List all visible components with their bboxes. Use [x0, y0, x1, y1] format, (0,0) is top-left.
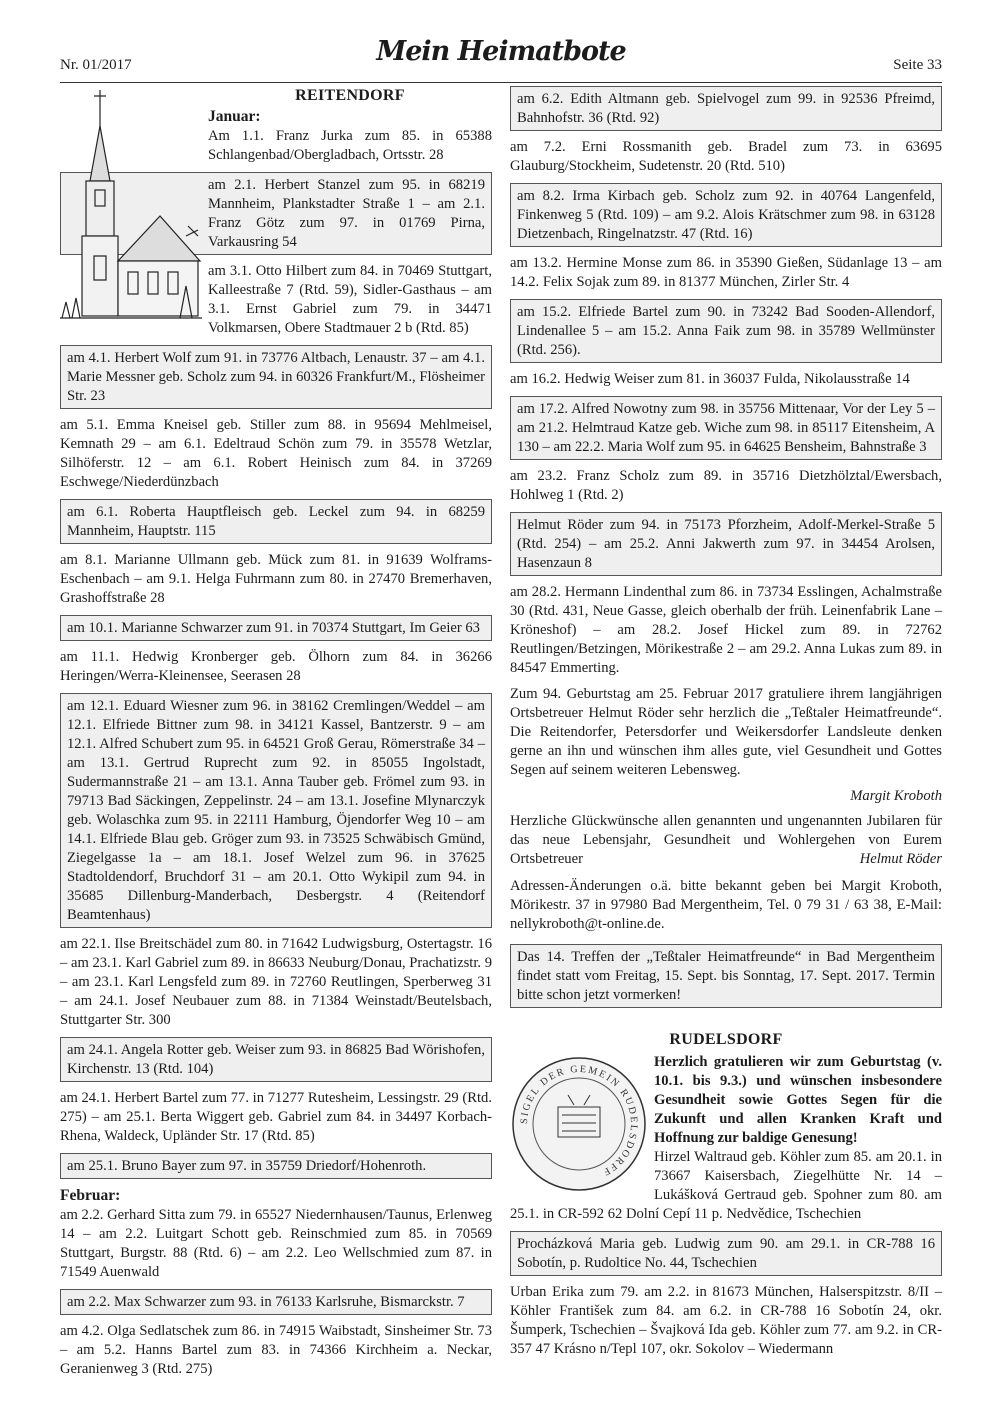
entry: am 2.2. Gerhard Sitta zum 79. in 65527 Niedernhausen/Taunus, Erlenweg 14 – am 2.2. Luitgart Schott geb. Reinschmied zum 85. in 70569 Stuttgart, Burgstr. 88 (Rtd. 6) – am 2.2. Leo Wellschmied zum 87. in 71549 Auenwald — [60, 1207, 492, 1280]
closing-paragraph: Herzliche Glückwünsche allen genannten und ungenannten Jubilaren für das neue Lebensjahr, Gesundheit und Wohlergehen von Eurem Ortsbetreuer — [510, 813, 942, 867]
left-column — [60, 86, 492, 1386]
page-number: Seite 33 — [893, 57, 942, 73]
meeting-notice-box — [510, 944, 942, 1008]
februar-heading: Februar: — [60, 1187, 121, 1204]
entry: am 17.2. Alfred Nowotny zum 98. in 35756 Mittenaar, Vor der Ley 5 – am 21.2. Helmtraud Katze geb. Wiche zum 98. in 85117 Eitensheim, A 130 – am 22.2. Maria Wolf zum 95. in 64625 Bensheim, Bahnstraße 3 — [517, 401, 935, 455]
highlight-box — [60, 1037, 492, 1082]
rudelsdorf-intro — [510, 1053, 942, 1231]
entry: am 24.1. Herbert Bartel zum 77. in 71277 Rutesheim, Lessingstr. 29 (Rtd. 275) – am 25.1. Berta Wiggert geb. Gabriel zum 84. in 34497 Korbach-Rhena, Waldeck, Upländer Str. 17 (Rtd. 85) — [60, 1090, 492, 1144]
tribute-paragraph: Zum 94. Geburtstag am 25. Februar 2017 gratuliere ihrem langjährigen Ortsbetreuer Helmut Röder sehr herzlich die „Teßtaler Heimatfreunde“. Die Reitendorfer, Petersdorfer und Weikersdorfer Landsleute denken gerne an ihn und wünschen ihm alles gute, viel Gesundheit und Gottes Segen auf seinem weiteren Lebensweg. — [510, 686, 942, 778]
highlight-box — [60, 1289, 492, 1315]
municipal-seal-icon — [510, 1055, 648, 1193]
entry: am 11.1. Hedwig Kronberger geb. Ölhorn zum 84. in 36266 Heringen/Werra-Kleinensee, Seerasen 28 — [60, 649, 492, 684]
issue-number: Nr. 01/2017 — [60, 57, 132, 73]
entry: Helmut Röder zum 94. in 75173 Pforzheim, Adolf-Merkel-Straße 5 (Rtd. 254) – am 25.2. Anni Jakwerth zum 97. in 34454 Arolsen, Hasenzaun 8 — [517, 517, 935, 571]
highlight-box — [60, 1153, 492, 1179]
meeting-notice: Das 14. Treffen der „Teßtaler Heimatfreunde“ in Bad Mergentheim findet statt vom Freitag, 15. Sept. bis Sonntag, 17. Sept. 2017. Termin bitte schon jetzt vormerken! — [517, 949, 935, 1003]
entry: am 25.1. Bruno Bayer zum 97. in 35759 Driedorf/Hohenroth. — [67, 1158, 427, 1174]
right-column — [510, 86, 942, 1366]
entry: am 6.1. Roberta Hauptfleisch geb. Leckel zum 94. in 68259 Mannheim, Hauptstr. 115 — [67, 504, 485, 539]
highlight-box — [510, 396, 942, 460]
januar-heading: Januar: — [208, 108, 261, 125]
entry: am 8.1. Marianne Ullmann geb. Mück zum 81. in 91639 Wolframs-Eschenbach – am 9.1. Helga Fuhrmann zum 80. in 27470 Bremerhaven, Grashoffstraße 28 — [60, 552, 492, 606]
highlight-box — [60, 345, 492, 409]
entry: Hirzel Waltraud geb. Köhler zum 85. am 20.1. in 73667 Kaisersbach, Ziegelhütte Nr. 14 – Lukášková Gertraud geb. Spohner zum 80. am 25.1. in CR-592 62 Dolní Cepí 11 p. Nedvědice, Tschechien — [510, 1149, 942, 1222]
church-illustration-icon — [60, 86, 202, 336]
entry: Urban Erika zum 79. am 2.2. in 81673 München, Halserspitzstr. 8/II – Köhler František zum 84. am 6.2. in CR-788 16 Sobotín 24, okr. Šumperk, Tschechien – Švajková Ida geb. Köhler zum 77. am 9.2. in CR-357 47 Krásno n/Tepl 107, okr. Sokolov – Wiedermann — [510, 1284, 942, 1357]
entry: am 5.1. Emma Kneisel geb. Stiller zum 88. in 95694 Mehlmeisel, Kemnath 29 – am 6.1. Edeltraud Schön zum 79. in 35578 Wetzlar, Silhöferstr. 12 – am 6.1. Robert Heinisch zum 84. in 37269 Eschwege/Niederdünzbach — [60, 417, 492, 490]
highlight-box — [510, 183, 942, 247]
entry: am 2.1. Herbert Stanzel zum 95. in 68219 Mannheim, Plankstadter Straße 1 – am 2.1. Franz Götz zum 97. in 01769 Pirna, Varkausring 54 — [208, 177, 485, 250]
masthead: Mein Heimatbote — [376, 36, 626, 67]
highlight-box — [60, 615, 492, 641]
entry: am 23.2. Franz Scholz zum 89. in 35716 Dietzhölztal/Ewersbach, Hohlweg 1 (Rtd. 2) — [510, 468, 942, 503]
highlight-box — [60, 499, 492, 544]
highlight-box — [510, 86, 942, 131]
entry: am 12.1. Eduard Wiesner zum 96. in 38162 Cremlingen/Weddel – am 12.1. Elfriede Bittner zum 98. in 34121 Kassel, Bantzerstr. 9 – am 12.1. Alfred Schubert zum 95. in 64521 Groß Gerau, Römerstraße 34 – am 13.1. Gertrud Ruprecht zum 92. in 85055 Ingolstadt, Sudermannstraße 21 – am 13.1. Anna Tauber geb. Frömel zum 93. in 79713 Bad Säckingen, Zeppelinstr. 24 – am 13.1. Josefine Mlynarczyk geb. Wolaschka zum 95. in 22111 Hamburg, Öjendorfer Weg 10 – am 14.1. Elfriede Blau geb. Gröger zum 93. in 73525 Schwäbisch Gmünd, Ziegelgasse 1a – am 18.1. Josef Welzel zum 96. in 37625 Stadtoldendorf, Bruchdorf 31 – am 20.1. Otto Wykipil zum 94. in 35685 Dillenburg-Manderbach, Desbergstr. 4 (Reitendorf Beamtenhaus) — [67, 698, 485, 923]
seal-text: SIGEL DER GEMEIN RUDELSDORFF — [518, 1063, 640, 1179]
entry: am 16.2. Hedwig Weiser zum 81. in 36037 Fulda, Nikolausstraße 14 — [510, 371, 910, 387]
highlight-box — [510, 512, 942, 576]
rudelsdorf-title: RUDELSDORF — [669, 1031, 783, 1048]
signature-kroboth: Margit Kroboth — [850, 788, 942, 804]
entry: am 8.2. Irma Kirbach geb. Scholz zum 92. in 40764 Langenfeld, Finkenweg 5 (Rtd. 109) – am 9.2. Alois Krätschmer zum 98. in 63128 Dietzenbach, Ringelnatzstr. 47 (Rtd. 16) — [517, 188, 935, 242]
entry: am 3.1. Otto Hilbert zum 84. in 70469 Stuttgart, Kalleestraße 7 (Rtd. 59), Sidler-Gasthaus – am 3.1. Ernst Gabriel zum 79. in 34471 Volkmarsen, Obere Stadtmauer 2 b (Rtd. 85) — [208, 263, 492, 336]
entry: am 13.2. Hermine Monse zum 86. in 35390 Gießen, Südanlage 13 – am 14.2. Felix Sojak zum 89. in 81377 München, Zirler Str. 4 — [510, 255, 942, 290]
rudelsdorf-greeting: Herzlich gratulieren wir zum Geburtstag (v. 10.1. bis 9.3.) und wünschen insbesondere Gesundheit sowie Gottes Segen für die Zukunft und allen Kranken Kraft und Hoffnung zur baldige Genesung! — [654, 1054, 942, 1146]
entry: Am 1.1. Franz Jurka zum 85. in 65388 Schlangenbad/Obergladbach, Ortsstr. 28 — [208, 128, 492, 163]
entry: am 7.2. Erni Rossmanith geb. Bradel zum 73. in 63695 Glauburg/Stockheim, Sudetenstr. 20 (Rtd. 510) — [510, 139, 942, 174]
address-changes: Adressen-Änderungen o.ä. bitte bekannt geben bei Margit Kroboth, Mörikestr. 37 in 97980 Bad Mergentheim, Tel. 0 79 31 / 63 38, E-Mail: nellykroboth@t-online.de. — [510, 878, 942, 932]
entry: am 22.1. Ilse Breitschädel zum 80. in 71642 Ludwigsburg, Ostertagstr. 16 – am 23.1. Karl Gabriel zum 89. in 86633 Neuburg/Donau, Prachatizstr. 9 – am 23.1. Karl Lengsfeld zum 89. in 72760 Reutlingen, Sperberweg 31 – am 24.1. Josef Neubauer zum 88. in 71384 Weinstadt/Beutelsbach, Stuttgarter Str. 300 — [60, 936, 492, 1028]
entry: am 6.2. Edith Altmann geb. Spielvogel zum 99. in 92536 Pfreimd, Bahnhofstr. 36 (Rtd. 92) — [517, 91, 935, 126]
highlight-box — [510, 1231, 942, 1276]
entry: am 15.2. Elfriede Bartel zum 90. in 73242 Bad Sooden-Allendorf, Lindenallee 5 – am 15.2. Anna Faik zum 98. in 35789 Wellmünster (Rtd. 256). — [517, 304, 935, 358]
reitendorf-intro — [60, 86, 492, 345]
entry: am 24.1. Angela Rotter geb. Weiser zum 93. in 86825 Bad Wörishofen, Kirchenstr. 13 (Rtd. 104) — [67, 1042, 485, 1077]
entry: am 4.2. Olga Sedlatschek zum 86. in 74915 Waibstadt, Sinsheimer Str. 73 – am 5.2. Hanns Bartel zum 83. in 74366 Kirchheim a. Neckar, Geranienweg 3 (Rtd. 275) — [60, 1323, 492, 1377]
highlight-box — [510, 299, 942, 363]
reitendorf-title: REITENDORF — [295, 87, 405, 104]
page-header — [60, 36, 942, 83]
signature-roeder: Helmut Röder — [859, 851, 942, 867]
highlight-box — [60, 693, 492, 928]
entry: am 2.2. Max Schwarzer zum 93. in 76133 Karlsruhe, Bismarckstr. 7 — [67, 1294, 465, 1310]
entry: am 4.1. Herbert Wolf zum 91. in 73776 Altbach, Lenaustr. 37 – am 4.1. Marie Messner geb. Scholz zum 94. in 60326 Frankfurt/M., Flösheimer Str. 23 — [67, 350, 485, 404]
entry: am 28.2. Hermann Lindenthal zum 86. in 73734 Esslingen, Achalmstraße 30 (Rtd. 431, Neue Gasse, gleich oberhalb der früh. Leinenfabrik Lane – Kröneshof) – am 28.2. Josef Hickel zum 89. in 72762 Reutlingen/Betzingen, Mörikestraße 2 – am 29.2. Anna Lukas zum 89. in 84547 Emmerting. — [510, 584, 942, 676]
entry: am 10.1. Marianne Schwarzer zum 91. in 70374 Stuttgart, Im Geier 63 — [67, 620, 480, 636]
entry: Procházková Maria geb. Ludwig zum 90. am 29.1. in CR-788 16 Sobotín, p. Rudoltice No. 44, Tschechien — [517, 1236, 935, 1271]
